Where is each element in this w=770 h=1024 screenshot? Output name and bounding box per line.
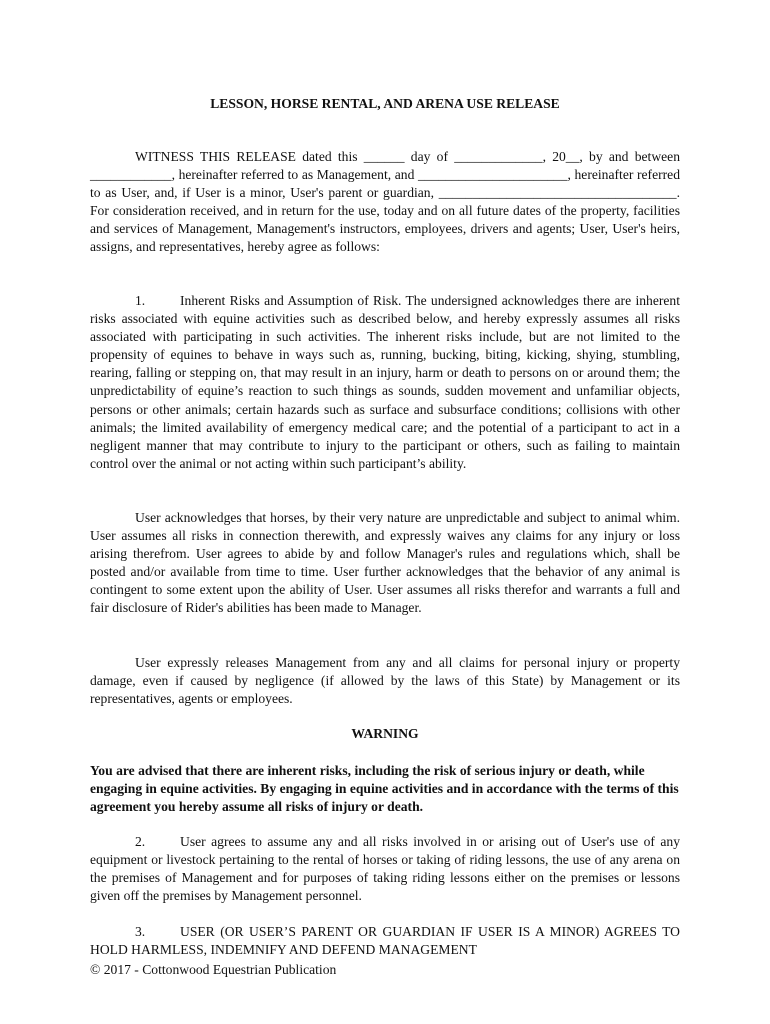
section-1-number: 1.: [135, 293, 146, 308]
section-2: [90, 833, 680, 905]
section-3-text: USER (OR USER’S PARENT OR GUARDIAN IF USER IS A MINOR) AGREES TO HOLD HARMLESS, INDEMNIFY AND DEFEND MANAGEMENT: [90, 924, 680, 958]
section-3-number: 3.: [135, 924, 146, 939]
document-title: LESSON, HORSE RENTAL, AND ARENA USE RELEASE: [210, 96, 560, 111]
warning-heading: WARNING: [351, 726, 419, 741]
witness-paragraph: WITNESS THIS RELEASE dated this ______ day of _____________, 20__, by and between ____________, hereinafter referred to as Management, and ______________________, hereinafter referred to as User, and, if User is a minor, User's parent or guardian, ___________________________________. For consideration received, and in return for the use, today and on all future dates of the property, facilities and services of Management, Management's instructors, employees, drivers and agents; User, User's heirs, assigns, and representatives, hereby agree as follows:: [90, 149, 680, 255]
user-acknowledges-paragraph: User acknowledges that horses, by their very nature are unpredictable and subject to animal whim. User assumes all risks in connection therewith, and expressly waives any claims for any injury or loss arising therefrom. User agrees to abide by and follow Manager's rules and regulations which, shall be posted and/or available from time to time. User further acknowledges that the behavior of any animal is contingent to some extent upon the ability of User. User assumes all risks therefor and warrants a full and fair disclosure of Rider's abilities has been made to Manager.: [90, 510, 680, 616]
section-1: [90, 292, 680, 473]
section-3: [90, 923, 680, 959]
footer-copyright: © 2017 - Cottonwood Equestrian Publication: [90, 962, 337, 977]
warning-text: You are advised that there are inherent risks, including the risk of serious injury or death, while engaging in equine activities. By engaging in equine activities and in accordance with the terms of this agreement you hereby assume all risks of injury or death.: [90, 763, 679, 815]
section-2-number: 2.: [135, 834, 146, 849]
section-1-text: Inherent Risks and Assumption of Risk. The undersigned acknowledges there are inherent risks associated with equine activities such as described below, and hereby expressly assumes all risks associated with participating in such activities. The inherent risks include, but are not limited to the propensity of equines to behave in ways such as, running, bucking, biting, kicking, shying, stumbling, rearing, falling or stepping on, that may result in an injury, harm or death to persons on or around them; the unpredictability of equine’s reaction to such things as sounds, sudden movement and unfamiliar objects, persons or other animals; certain hazards such as surface and subsurface conditions; collisions with other animals; the limited availability of emergency medical care; and the potential of a participant to act in a negligent manner that may contribute to injury to the participant or others, such as failing to maintain control over the animal or not acting within such participant’s ability.: [90, 293, 680, 471]
section-2-text: User agrees to assume any and all risks involved in or arising out of User's use of any equipment or livestock pertaining to the rental of horses or taking of riding lessons, the use of any arena on the premises of Management and for purposes of taking riding lessons either on the premises or lessons given off the premises by Management personnel.: [90, 834, 680, 904]
release-paragraph: User expressly releases Management from any and all claims for personal injury or property damage, even if caused by negligence (if allowed by the laws of this State) by Management or its representatives, agents or employees.: [90, 655, 680, 707]
